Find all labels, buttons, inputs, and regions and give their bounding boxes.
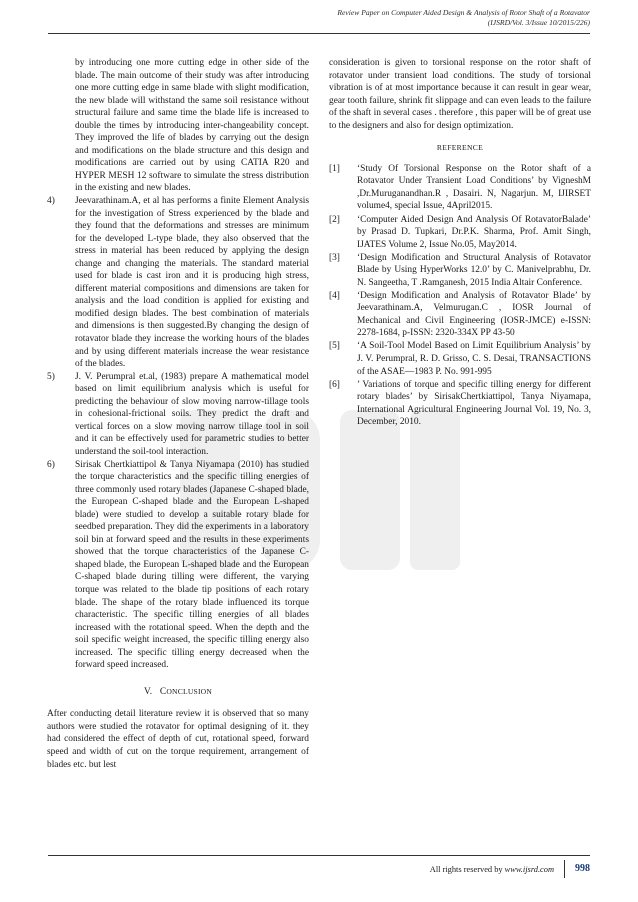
reference-number: [1]	[329, 163, 340, 174]
list-item	[47, 195, 309, 371]
reference-text: ‘A Soil-Tool Model Based on Limit Equilibrium Analysis’ by J. V. Perumpral, R. D. Grisso, C. S. Desai, TRANSACTIONS of the ASAE—1983 P. No. 991-995	[357, 341, 591, 377]
reference-item	[329, 163, 591, 213]
reference-number: [2]	[329, 214, 340, 225]
reference-item	[329, 252, 591, 290]
reference-text: ’ Variations of torque and specific tilling energy for different rotary blades’ by SirisakChertkiattipol, Tanya Niyamapa, International Agricultural Engineering Journal Vol. 19, No. 3, December, 2010.	[357, 379, 591, 428]
reference-number: [4]	[329, 290, 340, 301]
list-item-number: 6)	[47, 459, 55, 470]
reference-item	[329, 379, 591, 429]
reference-text: ‘Computer Aided Design And Analysis Of RotavatorBalade’ by Prasad D. Tupkari, Dr.P.K. Sharma, Prof. Amit Singh, IJATES Volume 2, Issue No.05, May2014.	[357, 214, 591, 250]
list-item-text: J. V. Perumpral et.al, (1983) prepare A mathematical model based on limit equilibrium analysis which is useful for predicting the behaviour of slow moving narrow-tillage tools in cohesional-frictional soils. They predict the draft and vertical forces on a slow moving narrow tillage tool in soil and it can be effectively used for parametric studies to better understand the soil-tool interaction.	[75, 371, 309, 457]
conclusion-heading	[47, 686, 309, 699]
page-footer	[430, 860, 590, 878]
running-header	[170, 8, 590, 28]
reference-item	[329, 340, 591, 378]
left-column	[47, 57, 309, 771]
header-title: Review Paper on Computer Aided Design & Analysis of Rotor Shaft of a Rotavator	[337, 8, 590, 17]
reference-number: [6]	[329, 379, 340, 390]
reference-text: ‘Study Of Torsional Response on the Rotor shaft of a Rotavator Under Transient Load Conditions’ by VigneshM ,Dr.Muruganandhan.R , Dasairi. N, Nagarjun. M, IJIRSET volume4, special Issue, 4April2015.	[357, 163, 591, 212]
list-item	[47, 371, 309, 459]
list-item	[47, 459, 309, 672]
section-title-rest: ONCLUSION	[166, 686, 213, 696]
reference-item	[329, 290, 591, 340]
footer-rights	[430, 865, 554, 874]
right-column	[329, 57, 591, 429]
literature-review-list	[47, 195, 309, 672]
header-divider	[48, 33, 590, 34]
footer-divider	[48, 855, 590, 856]
reference-text: ‘Design Modification and Structural Analysis of Rotavator Blade by Using HyperWorks 12.0’ by C. Manivelprabhu, Dr. N. Sangeetha, T .Ramganesh, 2015 India Altair Conference.	[357, 252, 591, 288]
list-item-number: 4)	[47, 196, 55, 207]
reference-heading: REFERENCE	[436, 143, 484, 153]
header-volume: (IJSRD/Vol. 3/Issue 10/2015/226)	[487, 18, 590, 27]
reference-number: [3]	[329, 252, 340, 263]
conclusion-paragraph: After conducting detail literature review it is observed that so many authors were studied the rotavator for optimal designing of it. they had considered the effect of depth of cut, rotational speed, forward speed and width of cut on the torque requirement, arrangement of blades etc. but lest	[47, 709, 309, 770]
reference-text: ‘Design Modification and Analysis of Rotavator Blade’ by Jeevarathinam.A, Velmurugan.C , IOSR Journal of Mechanical and Civil Engineering (IOSR-JMCE) e-ISSN: 2278-1684, p-ISSN: 2320-334X PP 43-50	[357, 290, 591, 339]
section-number: V.	[143, 686, 153, 697]
reference-number: [5]	[329, 341, 340, 352]
list-item-number: 5)	[47, 371, 55, 382]
rights-text: All rights reserved by	[429, 864, 503, 874]
item-3-continuation: by introducing one more cutting edge in other side of the blade. The main outcome of their study was after introducing one more cutting edge in same blade with slight modification, the new blade will withstand the same soil resistance without structural failure and same time the blade life is increased to double the times by introducing inter-changeability concept. They improved the life of blades by carrying out the design and modifications on the blade structure and this design and modifications are carried out by using CATIA R20 and HYPER MESH 12 software to simulate the stress distribution in the existing and new blades.	[75, 58, 309, 194]
conclusion-continuation: consideration is given to torsional response on the rotor shaft of rotavator under transient load conditions. The study of torsional vibration is of at most importance because it can result in gear wear, gear tooth failure, shrink fit slippage and can even leads to the failure of the shaft in several cases . therefore , this paper will be of great use to the designers and also for design optimization.	[329, 58, 591, 131]
list-item-text: Sirisak Chertkiattipol & Tanya Niyamapa (2010) has studied the torque characteristics and the specific tilling energies of three commonly used rotary blades (Japanese C-shaped blade, the European C-shaped blade and the European L-shaped blade) were studied to develop a suitable rotary blade for seedbed preparation. They did the experiments in a laboratory soil bin at forward speed and the results in these experiments showed that the torque characteristics of the Japanese C-shaped blade, the European L-shaped blade and the European C-shaped blade during tilling were different, the varying torque was related to the blade tip positions of each rotary blade. The shape of the rotary blade influenced its torque characteristic. The specific tilling energies of all blades increased with the rotational speed. When the depth and the soil specific weight increased, the specific tilling energy also increased. The specific tilling energy decreased when the forward speed increased.	[75, 459, 309, 671]
page-number: 998	[564, 860, 590, 878]
journal-website-link[interactable]: www.ijsrd.com	[504, 864, 554, 874]
section-title-initial: C	[159, 686, 167, 697]
reference-item	[329, 214, 591, 252]
list-item-text: Jeevarathinam.A, et al has performs a finite Element Analysis for the investigation of Stress experienced by the blade and they found that the deformations and stresses are minimum for the developed L-type blade, they also observed that the stress in material has been reduced by applying the design change and changing the materials. The standard material used for blade is cast iron and it is producing high stress, different material compositions and dimensions are taken for analysis and the load condition is applied for existing and modified design blades. The best combination of materials and dimensions is then suggested.By changing the design of rotavator blade they increase the working hours of the blades and by using different materials increase the wear resistance of the blades.	[75, 196, 309, 370]
reference-list	[329, 163, 591, 429]
